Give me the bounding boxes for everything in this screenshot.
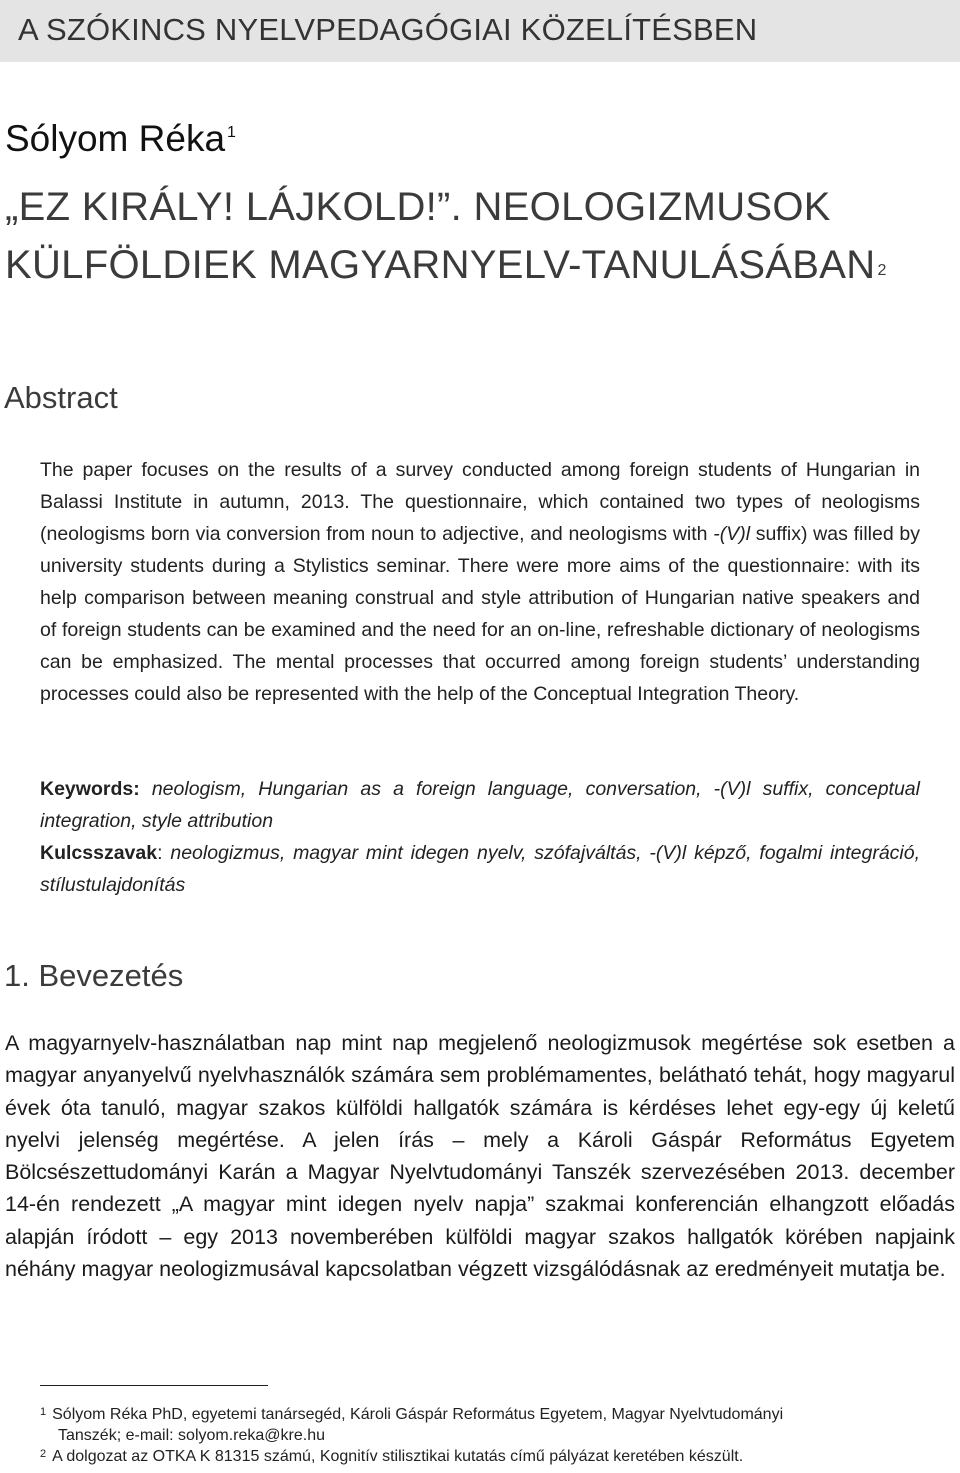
footnote-2 bbox=[40, 1446, 955, 1467]
abstract-text-part-1: The paper focuses on the results of a survey conducted among foreign students of Hungarian in Balassi Institute in autumn, 2013. The questionnaire, which contained two types of neologisms (neologisms born via conversion from noun to adjective, and neologisms with bbox=[40, 459, 920, 545]
author-name: Sólyom Réka bbox=[5, 118, 226, 159]
abstract-body bbox=[40, 454, 920, 710]
keywords-values: neologism, Hungarian as a foreign language, conversation, -(V)l suffix, conceptual integration, style attribution bbox=[40, 778, 920, 832]
footnote-1-mark: 1 bbox=[40, 1406, 47, 1418]
footnote-1-line-1: Sólyom Réka PhD, egyetemi tanársegéd, Károli Gáspár Református Egyetem, Magyar Nyelvtudományi bbox=[52, 1406, 784, 1423]
author-footnote-mark: 1 bbox=[227, 124, 236, 141]
footnote-2-text: A dolgozat az OTKA K 81315 számú, Kognitív stilisztikai kutatás című pályázat keretében készült. bbox=[52, 1448, 744, 1465]
paper-title bbox=[5, 178, 887, 294]
footnote-divider bbox=[40, 1385, 268, 1386]
abstract-suffix-term: -(V)l bbox=[713, 523, 751, 545]
footnote-2-mark: 2 bbox=[40, 1448, 47, 1460]
footnotes bbox=[40, 1404, 955, 1467]
title-footnote-mark: 2 bbox=[877, 262, 887, 279]
paper-title-line-2 bbox=[5, 236, 887, 294]
keywords-english bbox=[40, 773, 920, 837]
kulcsszavak-values: neologizmus, magyar mint idegen nyelv, szófajváltás, -(V)l képző, fogalmi integráció, stílustulajdonítás bbox=[40, 842, 921, 896]
paper-title-line-1: „EZ KIRÁLY! LÁJKOLD!”. NEOLOGIZMUSOK bbox=[5, 185, 831, 229]
section-heading: 1. Bevezetés bbox=[4, 958, 184, 993]
running-header-title: A SZÓKINCS NYELVPEDAGÓGIAI KÖZELÍTÉSBEN bbox=[18, 12, 758, 47]
paper-title-line-2-text: KÜLFÖLDIEK MAGYARNYELV-TANULÁSÁBAN bbox=[5, 243, 876, 287]
kulcsszavak-label: Kulcsszavak bbox=[40, 842, 158, 864]
running-header-band bbox=[0, 0, 960, 62]
footnote-1 bbox=[40, 1404, 955, 1425]
keywords-block bbox=[40, 773, 920, 901]
abstract-text-part-2: suffix) was filled by university students during a Stylistics seminar. There were more aims of the questionnaire: with its help comparison between meaning construal and style attribution of Hungarian native speakers and of foreign students can be examined and the need for an on-line, refreshable dictionary of neologisms can be emphasized. The mental processes that occurred among foreign students’ understanding processes could also be represented with the help of the Conceptual Integration Theory. bbox=[40, 523, 920, 705]
keywords-hungarian bbox=[40, 837, 920, 901]
keywords-label: Keywords: bbox=[40, 778, 140, 800]
kulcsszavak-colon: : bbox=[157, 842, 163, 864]
footnote-1-continuation: Tanszék; e-mail: solyom.reka@kre.hu bbox=[58, 1427, 325, 1444]
abstract-heading: Abstract bbox=[4, 380, 118, 415]
section-paragraph: A magyarnyelv-használatban nap mint nap megjelenő neologizmusok megértése sok esetben a magyar anyanyelvű nyelvhasználók számára sem problémamentes, belátható tehát, hogy magyarul évek óta tanuló, magyar szakos külföldi hallgatók számára is kérdéses lehet egy-egy új keletű nyelvi jelenség megértése. A jelen írás – mely a Károli Gáspár Református Egyetem Bölcsészettudományi Karán a Magyar Nyelvtudományi Tanszék szervezésében 2013. december 14-én rendezett „A magyar mint idegen nyelv napja” szakmai konferencián elhangzott előadás alapján íródott – egy 2013 novemberében külföldi magyar szakos hallgatók körében napjaink néhány magyar neologizmusával kapcsolatban végzett vizsgálódásnak az eredményeit mutatja be. bbox=[5, 1031, 955, 1282]
author-name-block bbox=[5, 118, 236, 160]
